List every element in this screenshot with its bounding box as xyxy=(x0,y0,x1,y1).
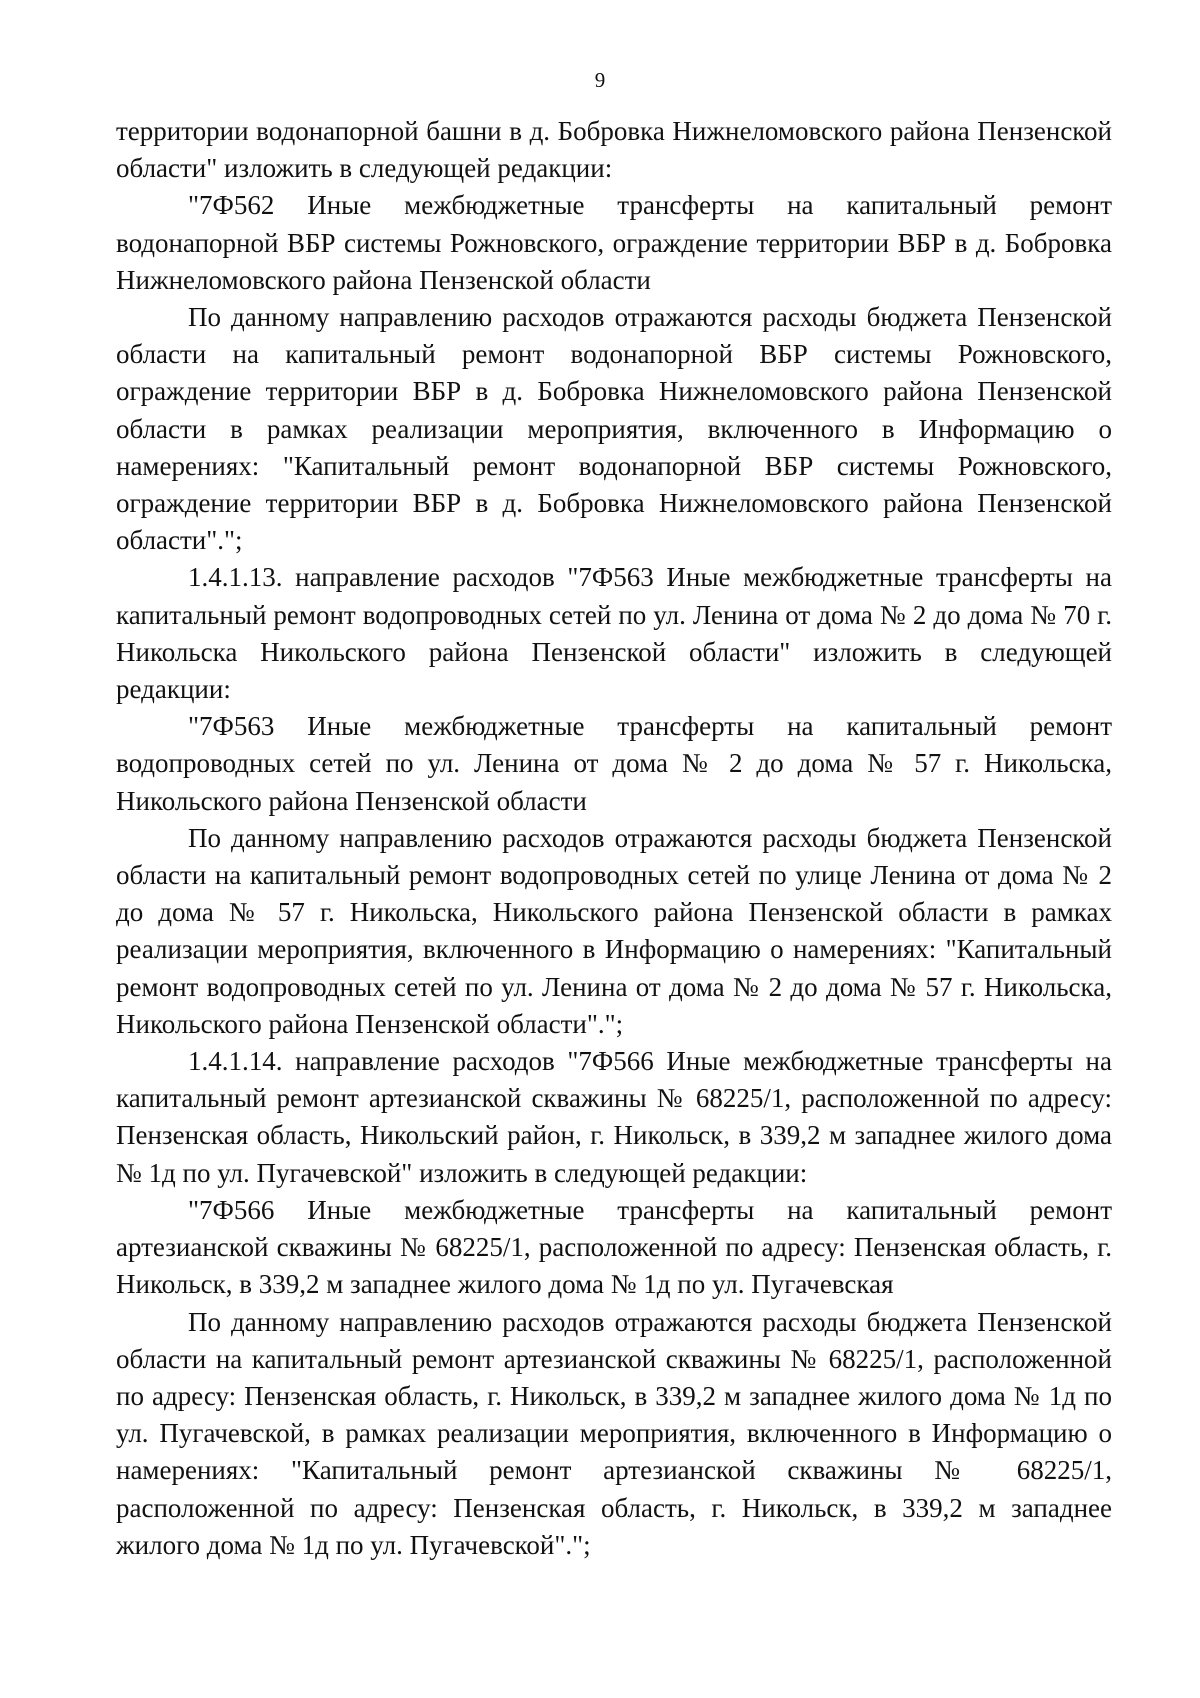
paragraph-code-7f566-description: По данному направлению расходов отражаются расходы бюджета Пензенской области на капитальный ремонт артезианской скважины № 68225/1, расположенной по адресу: Пензенская область, г. Никольск, в 339,2 м западнее жилого дома № 1д по ул. Пугачевской, в рамках реализации мероприятия, включенного в Информацию о намерениях: "Капитальный ремонт артезианской скважины № 68225/1, расположенной по адресу: Пензенская область, г. Никольск, в 339,2 м западнее жилого дома № 1д по ул. Пугачевской"."; xyxy=(116,1306,1112,1560)
paragraph-code-7f566-title: "7Ф566 Иные межбюджетные трансферты на капитальный ремонт артезианской скважины № 68225/1, расположенной по адресу: Пензенская область, г. Никольск, в 339,2 м западнее жилого дома № 1д по ул. Пугачевская xyxy=(116,1194,1112,1300)
paragraph-code-7f563-title: "7Ф563 Иные межбюджетные трансферты на капитальный ремонт водопроводных сетей по ул. Ленина от дома № 2 до дома № 57 г. Никольска, Никольского района Пензенской области xyxy=(116,711,1112,816)
document-body xyxy=(116,113,1112,1564)
page-number: 9 xyxy=(594,68,606,92)
paragraph-continuation: территории водонапорной башни в д. Бобровка Нижнеломовского района Пензенской области" изложить в следующей редакции: xyxy=(116,116,1112,184)
paragraph-item-1-4-1-14: 1.4.1.14. направление расходов "7Ф566 Иные межбюджетные трансферты на капитальный ремонт артезианской скважины № 68225/1, расположенной по адресу: Пензенская область, Никольский район, г. Никольск, в 339,2 м западнее жилого дома № 1д по ул. Пугачевской" изложить в следующей редакции: xyxy=(116,1046,1112,1188)
paragraph-code-7f562-title: "7Ф562 Иные межбюджетные трансферты на капитальный ремонт водонапорной ВБР системы Рожновского, ограждение территории ВБР в д. Бобровка Нижнеломовского района Пензенской области xyxy=(116,190,1112,295)
paragraph-item-1-4-1-13: 1.4.1.13. направление расходов "7Ф563 Иные межбюджетные трансферты на капитальный ремонт водопроводных сетей по ул. Ленина от дома № 2 до дома № 70 г. Никольска Никольского района Пензенской области" изложить в следующей редакции: xyxy=(116,562,1112,705)
paragraph-code-7f562-description: По данному направлению расходов отражаются расходы бюджета Пензенской области на капитальный ремонт водонапорной ВБР системы Рожновского, ограждение территории ВБР в д. Бобровка Нижнеломовского района Пензенской области в рамках реализации мероприятия, включенного в Информацию о намерениях: "Капитальный ремонт водонапорной ВБР системы Рожновского, ограждение территории ВБР в д. Бобровка Нижнеломовского района Пензенской области"."; xyxy=(116,302,1112,556)
paragraph-code-7f563-description: По данному направлению расходов отражаются расходы бюджета Пензенской области на капитальный ремонт водопроводных сетей по улице Ленина от дома № 2 до дома № 57 г. Никольска, Никольского района Пензенской области в рамках реализации мероприятия, включенного в Информацию о намерениях: "Капитальный ремонт водопроводных сетей по ул. Ленина от дома № 2 до дома № 57 г. Никольска, Никольского района Пензенской области"."; xyxy=(116,822,1112,1039)
